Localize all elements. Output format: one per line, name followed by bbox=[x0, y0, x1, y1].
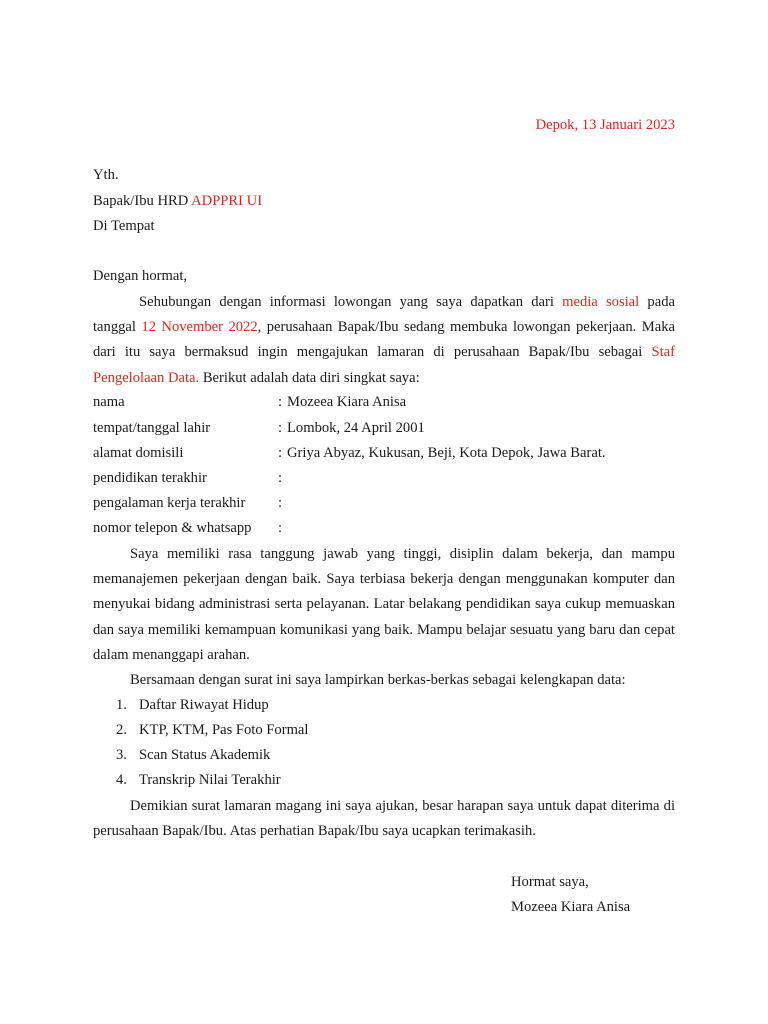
field-value: Lombok, 24 April 2001 bbox=[287, 420, 425, 436]
date-line: Depok, 13 Januari 2023 bbox=[535, 117, 675, 133]
list-item: KTP, KTM, Pas Foto Formal bbox=[139, 722, 309, 738]
field-label: pengalaman kerja terakhir bbox=[93, 495, 246, 511]
closing-phrase: Hormat saya, bbox=[511, 874, 589, 890]
recipient-hrd-prefix: Bapak/Ibu HRD bbox=[93, 193, 192, 209]
recipient-yth: Yth. bbox=[93, 167, 119, 183]
date-highlight: 12 November 2022 bbox=[141, 319, 258, 336]
letter-page: Depok, 13 Januari 2023 Yth. Bapak/Ibu HRD ADPPRI UI Di Tempat Dengan hormat, Sehubungan dengan informasi lowongan yang saya dapatkan dari media sosial pada tanggal 12 November 2022, perusahaan Bapak/Ibu sedang membuka lowongan pekerjaan. Maka dari itu saya bermaksud ingin mengajukan lamaran di perusahaan Bapak/Ibu sebagai Staf Pengelolaan Data. Berikut adalah data diri singkat saya: nama : Mozeea Kiara Anisa tempat/tanggal lahir : Lombok, 24 April 2001 alamat domisili : Griya Abyaz, Kukusan, Beji, Kota Depok, Jawa Barat. pendidikan terakhir : pengalaman kerja terakhir : nomor telepon & whatsapp : Saya memiliki rasa tanggung jawab yang tinggi, disiplin dalam bekerja, dan mampu memanajemen pekerjaan dengan baik. Saya terbiasa bekerja dengan menggunakan komputer dan menyukai bidang administrasi serta pelayanan. Latar belakang pendidikan saya cukup memuaskan dan saya memiliki kemampuan komunikasi yang baik. Mampu belajar sesuatu yang baru dan cepat dalam menanggapi arahan. Bersamaan dengan surat ini saya lampirkan berkas-berkas sebagai kelengkapan data: 1. Daftar Riwayat Hidup 2. KTP, KTM, Pas Foto Formal 3. Scan Status Akademik 4. Transkrip Nilai Terakhir Demikian surat lamaran magang ini saya ajukan, besar harapan saya untuk dapat diterima di perusahaan Bapak/Ibu. Atas perhatian Bapak/Ibu saya ucapkan terimakasih. Hormat saya, Mozeea Kiara Anisa bbox=[93, 117, 675, 915]
field-value: Griya Abyaz, Kukusan, Beji, Kota Depok, Jawa Barat. bbox=[287, 445, 606, 461]
field-label: nama bbox=[93, 394, 125, 410]
list-number: 3. bbox=[116, 747, 127, 763]
signature-name: Mozeea Kiara Anisa bbox=[511, 899, 631, 915]
list-item: Daftar Riwayat Hidup bbox=[139, 697, 269, 713]
paragraph-closing: Demikian surat lamaran magang ini saya ajukan, besar harapan saya untuk dapat diterima di perusahaan Bapak/Ibu. Atas perhatian Bapak/Ibu saya ucapkan terimakasih. bbox=[93, 798, 675, 840]
recipient-location: Di Tempat bbox=[93, 218, 155, 234]
list-number: 1. bbox=[116, 697, 127, 713]
position-highlight: Staf Pengelolaan Data. bbox=[93, 344, 675, 386]
field-value: Mozeea Kiara Anisa bbox=[287, 394, 407, 410]
paragraph-qualities: Saya memiliki rasa tanggung jawab yang tinggi, disiplin dalam bekerja, dan mampu memanajemen pekerjaan dengan baik. Saya terbiasa bekerja dengan menggunakan komputer dan menyukai bidang administrasi serta pelayanan. Latar belakang pendidikan saya cukup memuaskan dan saya memiliki kemampuan komunikasi yang baik. Mampu belajar sesuatu yang baru dan cepat dalam menanggapi arahan. bbox=[93, 546, 675, 663]
field-label: nomor telepon & whatsapp bbox=[93, 520, 252, 536]
list-item: Scan Status Akademik bbox=[139, 747, 271, 763]
field-label: alamat domisili bbox=[93, 445, 184, 461]
paragraph-attachments-intro: Bersamaan dengan surat ini saya lampirkan berkas-berkas sebagai kelengkapan data: bbox=[130, 672, 626, 688]
paragraph-intro: Sehubungan dengan informasi lowongan yang saya dapatkan dari media sosial pada tanggal 12 November 2022, perusahaan Bapak/Ibu sedang membuka lowongan pekerjaan. Maka dari itu saya bermaksud ingin mengajukan lamaran di perusahaan Bapak/Ibu sebagai Staf Pengelolaan Data. Berikut adalah data diri singkat saya: bbox=[93, 294, 675, 386]
recipient-company: ADPPRI UI bbox=[191, 193, 263, 209]
list-number: 2. bbox=[116, 722, 127, 738]
recipient-hrd bbox=[93, 191, 262, 211]
field-label: pendidikan terakhir bbox=[93, 470, 207, 486]
field-label: tempat/tanggal lahir bbox=[93, 420, 211, 436]
source-highlight: media sosial bbox=[562, 294, 640, 310]
list-number: 4. bbox=[116, 772, 127, 788]
list-item: Transkrip Nilai Terakhir bbox=[139, 772, 281, 788]
salutation: Dengan hormat, bbox=[93, 268, 188, 284]
